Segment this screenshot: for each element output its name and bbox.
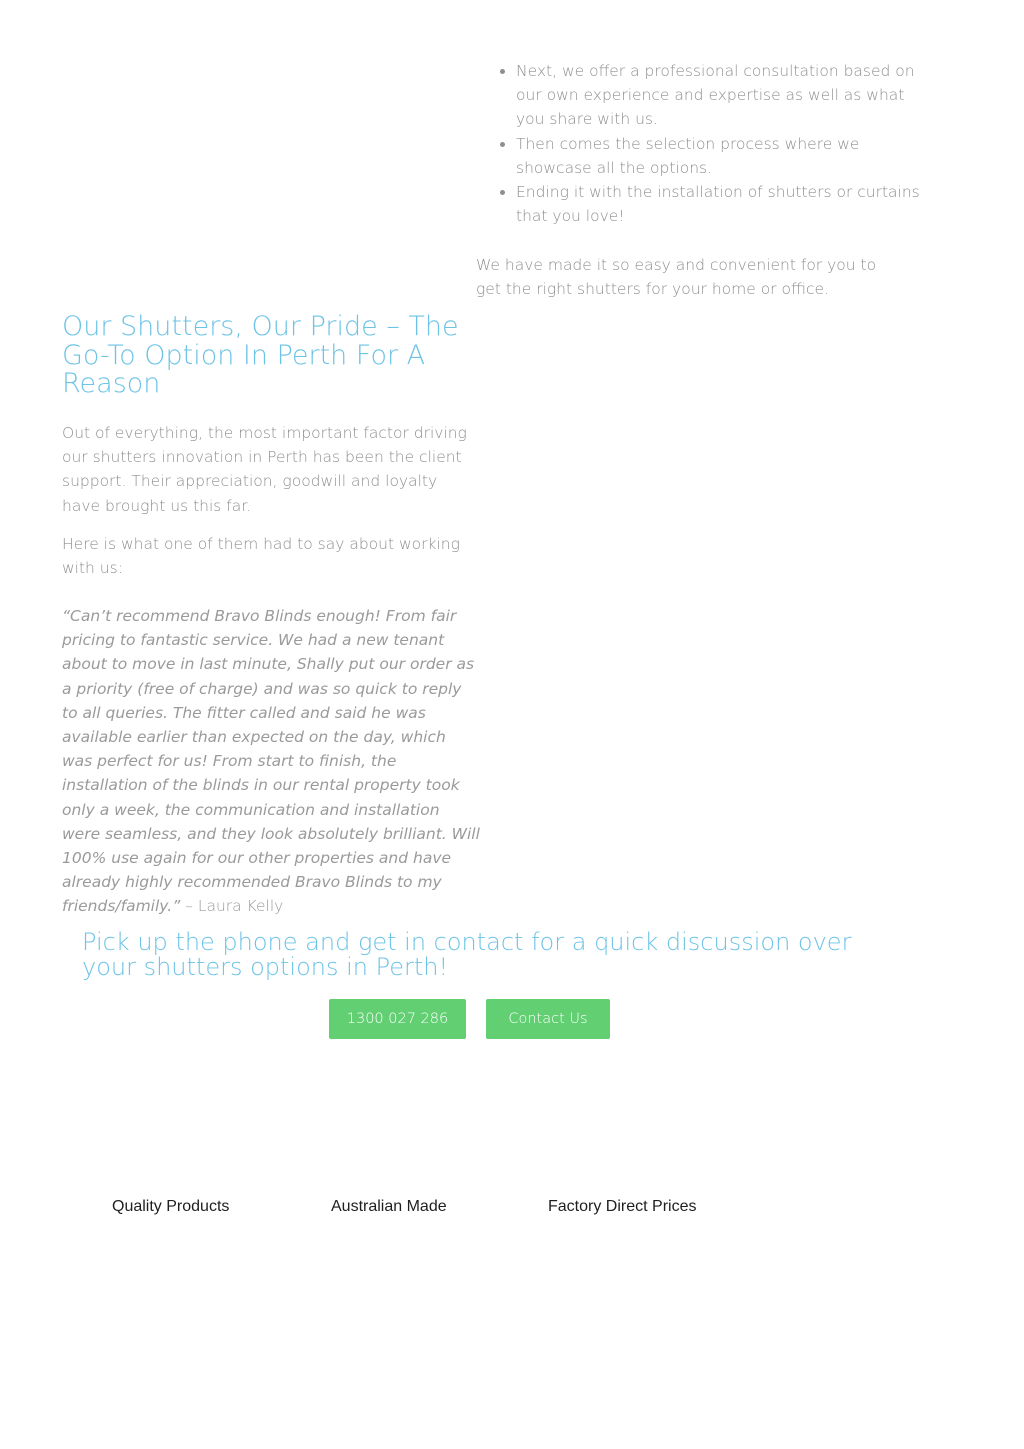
process-steps-list xyxy=(476,59,936,228)
feature-australian-made: Australian Made xyxy=(331,1198,447,1215)
convenience-paragraph: We have made it so easy and convenient for you to get the right shutters for your home or office. xyxy=(476,256,877,299)
testimonial-intro: Here is what one of them had to say about working with us: xyxy=(62,535,460,578)
client-support-paragraph: Out of everything, the most important factor driving our shutters innovation in Perth has been the client support. Their appreciation, goodwill and loyalty have brought us this far. xyxy=(62,424,467,515)
testimonial xyxy=(62,604,480,919)
contact-us-button[interactable]: Contact Us xyxy=(486,999,610,1039)
list-item: • Next, we offer a professional consultation based on our own experience and expertise as well as what you share with us. xyxy=(516,59,936,132)
cta-heading: Pick up the phone and get in contact for a quick discussion over your shutters options in Perth! xyxy=(82,928,852,981)
feature-quality-products: Quality Products xyxy=(112,1198,230,1215)
phone-button[interactable]: 1300 027 286 xyxy=(329,999,466,1039)
list-item: • Ending it with the installation of shutters or curtains that you love! xyxy=(516,180,936,228)
section-heading: Our Shutters, Our Pride – The Go-To Option In Perth For A Reason xyxy=(62,311,459,399)
feature-factory-direct-prices: Factory Direct Prices xyxy=(548,1198,697,1215)
list-item: • Then comes the selection process where we showcase all the options. xyxy=(516,132,936,180)
testimonial-author: – Laura Kelly xyxy=(180,897,284,916)
testimonial-quote: “Can’t recommend Bravo Blinds enough! From fair pricing to fantastic service. We had a new tenant about to move in last minute, Shally put our order as a priority (free of charge) and was so quick to reply to all queries. The fitter called and said he was available earlier than expected on the day, which was perfect for us! From start to finish, the installation of the blinds in our rental property took only a week, the communication and installation were seamless, and they look absolutely brilliant. Will 100% use again for our other properties and have already highly recommended Bravo Blinds to my friends/family.” xyxy=(62,607,480,916)
